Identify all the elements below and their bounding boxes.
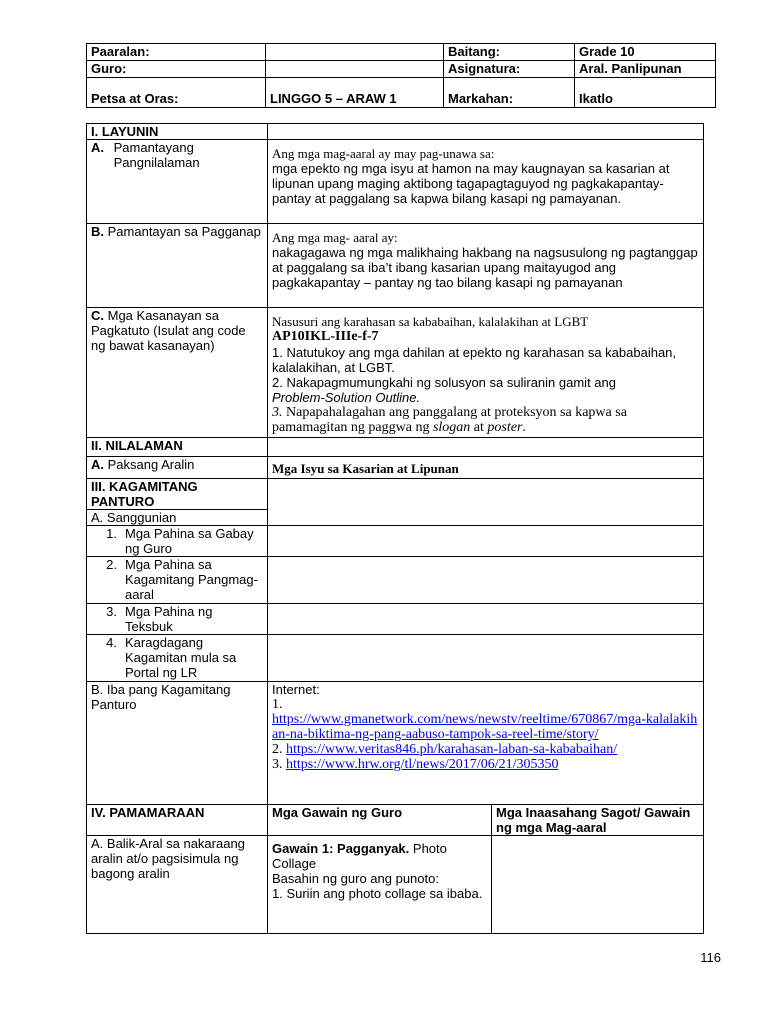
link-1[interactable]: https://www.gmanetwork.com/news/newstv/reeltime/670867/mga-kalalakihan-na-biktima-ng-pang-aabuso-tampok-sa-reel-time/story/ (272, 712, 698, 742)
inaasahang-sagot-content (492, 836, 704, 934)
row-layunin-heading (87, 124, 704, 140)
kasanayan-label (87, 308, 268, 438)
label-grade: Baitang: (444, 44, 575, 61)
link-3[interactable]: https://www.hrw.org/tl/news/2017/06/21/305350 (286, 757, 559, 772)
row-pamantayang-pangnilalaman (87, 140, 704, 224)
kasanayan-item-1: 1. Natutukoy ang mga dahilan at epekto ng karahasan sa kababaihan, kalalakihan, at LGBT. (272, 345, 677, 375)
kasanayan-code: AP10IKL-IIIe-f-7 (272, 329, 379, 344)
iba-pang-kagamitan-label: B. Iba pang Kagamitang Panturo (87, 682, 268, 805)
kasanayan-item-3 (272, 405, 699, 435)
pamantayang-pangnilalaman-label (87, 140, 268, 224)
letter-a: A. (91, 457, 104, 472)
value-week-day: LINGGO 5 – ARAW 1 (266, 78, 444, 108)
letter-b: B. (91, 224, 104, 239)
inaasahang-sagot-heading: Mga Inaasahang Sagot/ Gawain ng mga Mag-aaral (492, 805, 704, 836)
value-grade: Grade 10 (575, 44, 716, 61)
item-text: Mga Pahina sa Gabay ng Guro (125, 526, 254, 556)
item-text: Mga Pahina sa Kagamitang Pangmag-aaral (125, 557, 258, 602)
sanggunian-item-1 (87, 526, 268, 557)
balik-aral-label: A. Balik-Aral sa nakaraang aralin at/o pagsisimula ng bagong aralin (87, 836, 268, 934)
item-3-number: 3. (272, 405, 283, 420)
row-balik-aral (87, 836, 704, 934)
header-row-teacher (87, 61, 716, 78)
kagamitang-pangmag-aaral-value (268, 557, 704, 604)
row-nilalaman-heading (87, 438, 704, 457)
paksang-aralin-label (87, 457, 268, 479)
item-number: 3. (106, 604, 117, 619)
layunin-heading: I. LAYUNIN (87, 124, 268, 140)
label-text: Mga Kasanayan sa Pagkatuto (Isulat ang code ng bawat kasanayan) (91, 308, 246, 353)
layunin-heading-blank (268, 124, 704, 140)
link-2[interactable]: https://www.veritas846.ph/karahasan-laban-sa-kababaihan/ (286, 742, 618, 757)
item-3-text: Napapahalagahan ang panggalang at proteksyon sa kapwa sa pamamagitan ng paggwa ng (272, 405, 627, 435)
header-row-date (87, 78, 716, 108)
item-number: 2. (106, 557, 117, 572)
label-quarter: Markahan: (444, 78, 575, 108)
gawain-title: Gawain 1: Pagganyak. (272, 841, 410, 856)
label-text: Pamantayang Pangnilalaman (113, 140, 200, 170)
pamantayang-pangnilalaman-content (268, 140, 704, 224)
item-text: Mga Pahina ng Teksbuk (125, 604, 213, 634)
row-kasanayan (87, 308, 704, 438)
item-2-italic: Problem-Solution Outline. (272, 390, 421, 405)
iba-pang-kagamitan-content (268, 682, 704, 805)
row-pamantayan-sa-pagganap (87, 224, 704, 308)
value-teacher (266, 61, 444, 78)
label-text: Paksang Aralin (107, 457, 195, 472)
label-teacher: Guro: (87, 61, 266, 78)
value-quarter: Ikatlo (575, 78, 716, 108)
header-table (86, 43, 716, 108)
content-text: nakagagawa ng mga malikhaing hakbang na nagsusulong ng pagtanggap at paggalang sa iba’t ibang kasarian upang maitayugod ang pagkakapantay – pantay ng tao bilang kasapi ng pamayanan (272, 245, 698, 290)
row-paksang-aralin (87, 457, 704, 479)
item-3-slogan: slogan (432, 420, 471, 435)
row-gabay-ng-guro (87, 526, 704, 557)
kagamitan-heading: III. KAGAMITANG PANTURO (87, 479, 268, 510)
sanggunian-label: A. Sanggunian (87, 510, 268, 526)
gawain-line-1: Basahin ng guro ang punoto: (272, 871, 439, 886)
letter-a: A. (91, 140, 104, 155)
item-3-end: . (522, 420, 526, 435)
lesson-plan-table (86, 123, 704, 934)
kasanayan-item-2 (272, 375, 699, 405)
nilalaman-heading-blank (268, 438, 704, 457)
nilalaman-heading: II. NILALAMAN (87, 438, 268, 457)
gawain-subtitle: Photo Collage (272, 841, 447, 871)
gawain-1-content (268, 836, 492, 934)
value-subject: Aral. Panlipunan (575, 61, 716, 78)
gabay-ng-guro-value (268, 526, 704, 557)
label-text: Pamantayan sa Pagganap (107, 224, 261, 239)
pamantayan-sa-pagganap-content (268, 224, 704, 308)
portal-ng-lr-value (268, 635, 704, 682)
sanggunian-item-2 (87, 557, 268, 604)
header-row-school (87, 44, 716, 61)
intro-text: Ang mga mag-aaral ay may pag-unawa sa: (272, 146, 495, 161)
kasanayan-intro: Nasusuri ang karahasan sa kababaihan, kalalakihan at LGBT (272, 314, 589, 329)
letter-c: C. (91, 308, 104, 323)
item-number: 4. (106, 635, 117, 650)
row-portal-ng-lr (87, 635, 704, 682)
label-subject: Asignatura: (444, 61, 575, 78)
row-kagamitan-heading (87, 479, 704, 510)
sanggunian-item-4 (87, 635, 268, 682)
link-3-number: 3. (272, 757, 286, 772)
kasanayan-content (268, 308, 704, 438)
paksang-aralin-value: Mga Isyu sa Kasarian at Lipunan (268, 457, 704, 479)
internet-label: Internet: (272, 682, 320, 697)
gawain-line-2: 1. Suriin ang photo collage sa ibaba. (272, 886, 483, 901)
row-kagamitang-pangmag-aaral (87, 557, 704, 604)
sanggunian-item-3 (87, 604, 268, 635)
label-school: Paaralan: (87, 44, 266, 61)
pamamaraan-heading: IV. PAMAMARAAN (87, 805, 268, 836)
row-pamamaraan-heading (87, 805, 704, 836)
content-text: mga epekto ng mga isyu at hamon na may kaugnayan sa kasarian at lipunan upang maging aktibong tagapagtaguyod ng pagkakapantay-pantay at paggalang sa kapwa bilang kasapi ng pamayanan. (272, 161, 670, 206)
intro-text: Ang mga mag- aaral ay: (272, 230, 398, 245)
label-date: Petsa at Oras: (87, 78, 266, 108)
item-3-poster: poster (487, 420, 523, 435)
row-teksbuk (87, 604, 704, 635)
kagamitan-heading-blank (268, 479, 704, 526)
row-iba-pang-kagamitan (87, 682, 704, 805)
gawain-ng-guro-heading: Mga Gawain ng Guro (268, 805, 492, 836)
pamantayan-sa-pagganap-label (87, 224, 268, 308)
page-number: 116 (700, 950, 721, 965)
item-number: 1. (106, 526, 117, 541)
teksbuk-value (268, 604, 704, 635)
item-3-at: at (470, 420, 488, 435)
item-text: Karagdagang Kagamitan mula sa Portal ng LR (125, 635, 237, 680)
value-school (266, 44, 444, 61)
link-1-number: 1. (272, 697, 283, 712)
link-2-number: 2. (272, 742, 286, 757)
item-2-text: 2. Nakapagmumungkahi ng solusyon sa suliranin gamit ang (272, 375, 616, 390)
